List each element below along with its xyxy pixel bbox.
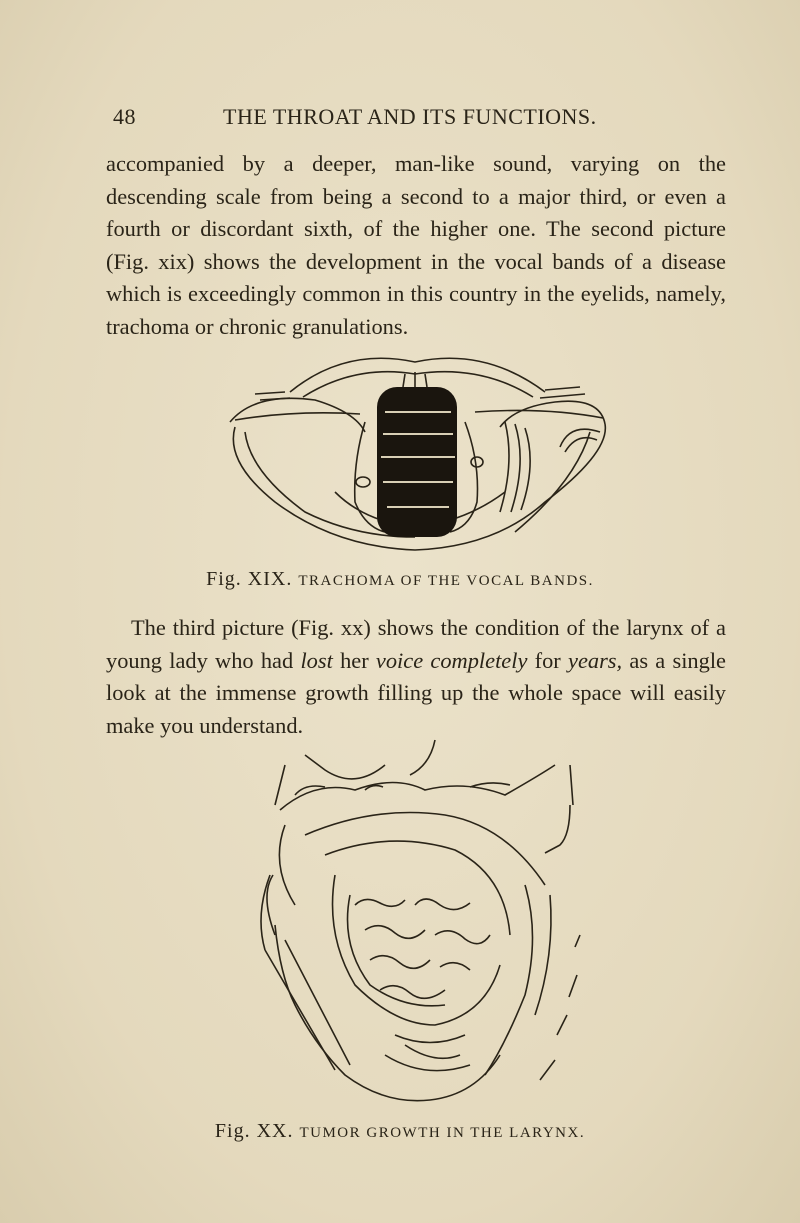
paragraph-2-italic-years: years, xyxy=(568,647,623,673)
paragraph-2-italic-voice: voice completely xyxy=(375,647,528,673)
paragraph-2-italic-lost: lost xyxy=(300,647,333,673)
paragraph-1: accompanied by a deeper, man-like sound, varying on the descending scale from being a second to a major third, or even a fourth or discordant sixth, of the higher one. The second picture (Fig. xix) shows the development in the vocal bands of a disease which is exceedingly common in this country in the eyelids, namely, trachoma or chronic granulations. xyxy=(106,151,726,339)
figure-xx-label: Fig. XX. xyxy=(214,1120,294,1142)
paragraph-2-part-3: for xyxy=(527,647,569,673)
figure-xix-title: TRACHOMA OF THE VOCAL BANDS. xyxy=(298,573,594,589)
figure-xx-illustration xyxy=(255,735,585,1115)
figure-xix-illustration xyxy=(215,352,620,562)
paragraph-2-part-4: as a single look at the immense growth filling up the whole space will easily make you understand. xyxy=(106,647,726,738)
paragraph-2 xyxy=(106,612,726,742)
figure-xx-caption xyxy=(0,1120,800,1143)
paragraph-2-part-1: The third picture (Fig. xx) shows the condition of the larynx of a young lady who had xyxy=(106,615,726,673)
running-title: THE THROAT AND ITS FUNCTIONS. xyxy=(223,104,597,129)
figure-xix-label: Fig. XIX. xyxy=(206,568,293,590)
figure-xix-caption xyxy=(0,568,800,591)
paragraph-2-part-2: her xyxy=(332,647,376,673)
figure-xx-title: TUMOR GROWTH IN THE LARYNX. xyxy=(299,1125,586,1141)
page-number: 48 xyxy=(113,104,136,129)
